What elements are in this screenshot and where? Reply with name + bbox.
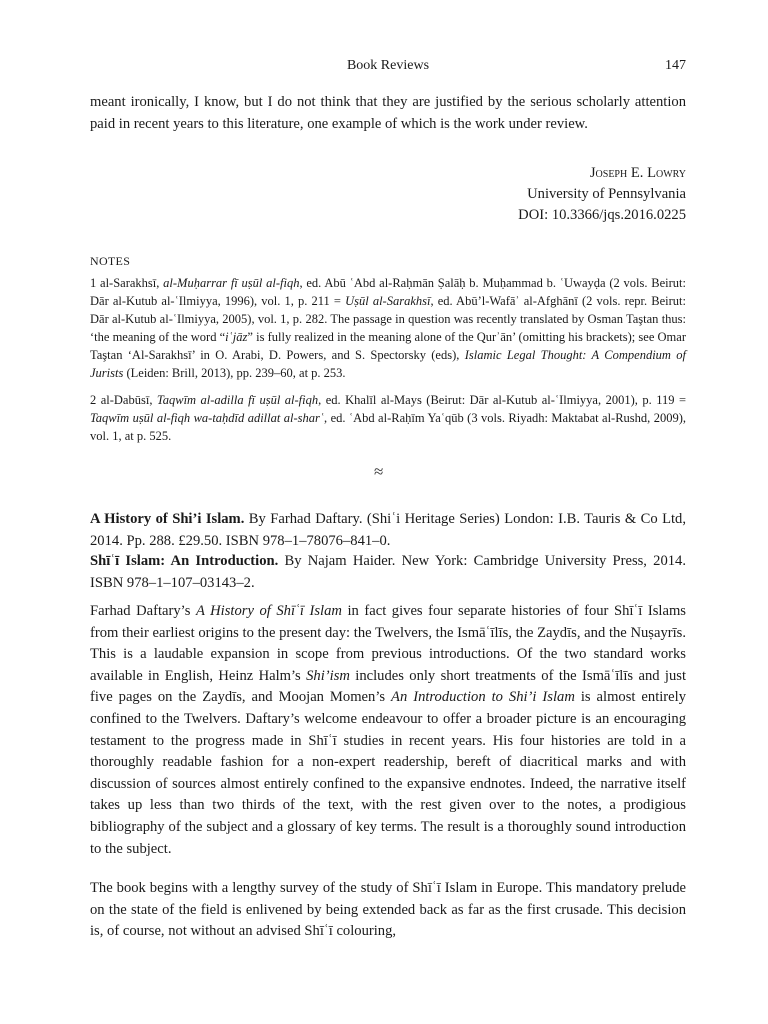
reviewer-signature [518, 163, 686, 226]
running-title: Book Reviews [346, 58, 430, 73]
reviewer-name: Joseph E. Lowry [589, 165, 686, 181]
section-divider-ornament: ≈ [374, 462, 384, 481]
previous-review-closing-paragraph: meant ironically, I know, but I do not think that they are justified by the serious scholarly attention paid in recent years to this literature, one example of which is the work under review. [90, 94, 686, 132]
review-paragraph-2: The book begins with a lengthy survey of the study of Shīʿī Islam in Europe. This mandatory prelude on the state of the field is enlivened by being extended back as far as the first crusade. This decision is, of course, not without an advised Shīʿī colouring, [90, 880, 686, 940]
note-2: 2 al-Dabūsī, Taqwīm al-adilla fī uṣūl al-fiqh, ed. Khalīl al-Mays (Beirut: Dār al-Kutub al-ʿIlmiyya, 2001), p. 119 = Taqwīm uṣūl al-fiqh wa-taḥdīd adillat al-sharʿ, ed. ʿAbd al-Raḥīm Yaʿqūb (3 vols. Riyadh: Maktabat al-Rushd, 2009), vol. 1, at p. 525. [90, 393, 686, 444]
reviewer-affiliation: University of Pennsylvania [527, 186, 686, 202]
running-header [90, 58, 686, 80]
doi: DOI: 10.3366/jqs.2016.0225 [518, 207, 686, 223]
page-number: 147 [665, 58, 686, 73]
notes-heading: NOTES [90, 254, 131, 268]
note-1: 1 al-Sarakhsī, al-Muḥarrar fī uṣūl al-fiqh, ed. Abū ʿAbd al-Raḥmān Ṣalāḥ b. Muḥammad b. ʿUwayḍa (2 vols. Beirut: Dār al-Kutub al-ʿIlmiyya, 1996), vol. 1, p. 211 = Uṣūl al-Sarakhsī, ed. Abū’l-Wafāʾ al-Afghānī (2 vols. repr. Beirut: Dār al-Kutub al-ʿIlmiyya, 2005), vol. 1, p. 282. The passage in question was recently translated by Osman Taştan thus: ‘the meaning of the word “iʿjāz” is fully realized in the meaning alone of the Qurʾān’ (omitting his brackets); see Omar Taştan ‘Al-Sarakhsī’ in O. Arabi, D. Powers, and S. Spectorsky (eds), Islamic Legal Thought: A Compendium of Jurists (Leiden: Brill, 2013), pp. 239–60, at p. 253. [90, 276, 686, 381]
book-title-1: A History of Shi’i Islam. [90, 511, 245, 527]
book-citation-2: Shīʿī Islam: An Introduction. By Najam Haider. New York: Cambridge University Press, 2014. ISBN 978–1–107–03143–2. [90, 553, 686, 591]
book-citation-1: A History of Shi’i Islam. By Farhad Daftary. (Shiʿi Heritage Series) London: I.B. Tauris & Co Ltd, 2014. Pp. 288. £29.50. ISBN 978–1–78076–841–0. [90, 511, 687, 549]
review-paragraph-1: Farhad Daftary’s A History of Shīʿī Islam in fact gives four separate histories of four Shīʿī Islams from their earliest origins to the present day: the Twelvers, the Ismāʿīlīs, the Zaydīs, and the Nuṣayrīs. This is a laudable expansion in scope from previous introductions. Of the two standard works available in English, Heinz Halm’s Shi’ism includes only short treatments of the Ismāʿīlīs and just five pages on the Zaydīs, and Moojan Momen’s An Introduction to Shi’i Islam is almost entirely confined to the Twelvers. Daftary’s welcome endeavour to offer a broader picture is an encouraging testament to the progress made in Shīʿī studies in recent years. His four histories are told in a thoroughly readable fashion for a non-expert readership, bereft of diacritical marks and with discussion of sources almost entirely confined to the expansive endnotes. Indeed, the narrative itself takes up less than two thirds of the text, with the rest given over to the notes, a prodigious bibliography of the subject and a glossary of key terms. The result is a thoroughly sound introduction to the subject. [90, 603, 686, 857]
book-title-2: Shīʿī Islam: An Introduction. [90, 553, 279, 569]
